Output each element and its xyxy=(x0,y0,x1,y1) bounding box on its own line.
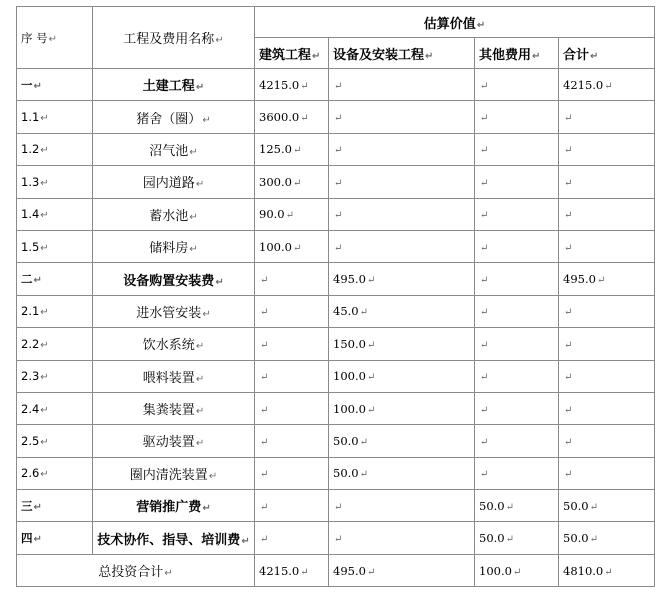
row-build: ↵ xyxy=(255,263,329,295)
row-equip: ↵ xyxy=(329,522,475,554)
row-name: 圈内清洗装置↵ xyxy=(93,457,255,489)
row-build: 3600.0↵ xyxy=(255,101,329,133)
table-row xyxy=(17,101,655,133)
row-other: ↵ xyxy=(475,230,559,262)
table-row xyxy=(17,263,655,295)
summary-row xyxy=(17,554,655,586)
table-row xyxy=(17,230,655,262)
header-estimate: 估算价值↵ xyxy=(255,7,655,38)
row-total: ↵ xyxy=(559,230,655,262)
table-row xyxy=(17,295,655,327)
table-row xyxy=(17,392,655,424)
row-build: ↵ xyxy=(255,295,329,327)
row-other: ↵ xyxy=(475,166,559,198)
table-row xyxy=(17,198,655,230)
row-other: ↵ xyxy=(475,69,559,101)
summary-label: 总投资合计↵ xyxy=(17,554,255,586)
row-seq: 二↵ xyxy=(17,263,93,295)
row-seq: 1.3↵ xyxy=(17,166,93,198)
row-name: 沼气池↵ xyxy=(93,133,255,165)
row-equip: ↵ xyxy=(329,101,475,133)
row-name: 营销推广费↵ xyxy=(93,490,255,522)
summary-equip: 495.0↵ xyxy=(329,554,475,586)
investment-estimate-table xyxy=(16,6,655,587)
summary-build: 4215.0↵ xyxy=(255,554,329,586)
row-seq: 1.4↵ xyxy=(17,198,93,230)
row-total: ↵ xyxy=(559,101,655,133)
row-other: ↵ xyxy=(475,263,559,295)
row-total: ↵ xyxy=(559,166,655,198)
row-build: ↵ xyxy=(255,457,329,489)
row-name: 设备购置安装费↵ xyxy=(93,263,255,295)
header-seq: 序 号↵ xyxy=(17,7,93,69)
row-other: ↵ xyxy=(475,101,559,133)
row-build: 125.0↵ xyxy=(255,133,329,165)
row-other: ↵ xyxy=(475,295,559,327)
row-build: ↵ xyxy=(255,522,329,554)
row-name: 园内道路↵ xyxy=(93,166,255,198)
summary-other: 100.0↵ xyxy=(475,554,559,586)
row-other: ↵ xyxy=(475,457,559,489)
row-total: 50.0↵ xyxy=(559,490,655,522)
row-name: 进水管安装↵ xyxy=(93,295,255,327)
row-equip: 495.0↵ xyxy=(329,263,475,295)
row-total: ↵ xyxy=(559,360,655,392)
row-build: ↵ xyxy=(255,328,329,360)
row-name: 土建工程↵ xyxy=(93,69,255,101)
table-row xyxy=(17,522,655,554)
row-other: ↵ xyxy=(475,328,559,360)
row-seq: 2.1↵ xyxy=(17,295,93,327)
row-equip: 45.0↵ xyxy=(329,295,475,327)
row-build: ↵ xyxy=(255,490,329,522)
row-seq: 三↵ xyxy=(17,490,93,522)
header-col-build: 建筑工程↵ xyxy=(255,38,329,69)
row-total: 50.0↵ xyxy=(559,522,655,554)
header-col-other: 其他费用↵ xyxy=(475,38,559,69)
summary-total: 4810.0↵ xyxy=(559,554,655,586)
row-total: ↵ xyxy=(559,392,655,424)
row-other: ↵ xyxy=(475,198,559,230)
row-other: ↵ xyxy=(475,425,559,457)
header-col-equip: 设备及安装工程↵ xyxy=(329,38,475,69)
table-row xyxy=(17,457,655,489)
row-name: 驱动装置↵ xyxy=(93,425,255,457)
row-equip: 100.0↵ xyxy=(329,392,475,424)
header-col-total: 合计↵ xyxy=(559,38,655,69)
row-total: 4215.0↵ xyxy=(559,69,655,101)
row-build: ↵ xyxy=(255,392,329,424)
row-total: ↵ xyxy=(559,133,655,165)
row-other: ↵ xyxy=(475,392,559,424)
table-row xyxy=(17,490,655,522)
row-seq: 1.5↵ xyxy=(17,230,93,262)
row-total: ↵ xyxy=(559,425,655,457)
row-total: ↵ xyxy=(559,295,655,327)
row-name: 技术协作、指导、培训费↵ xyxy=(93,522,255,554)
row-name: 饮水系统↵ xyxy=(93,328,255,360)
row-seq: 2.2↵ xyxy=(17,328,93,360)
row-build: 4215.0↵ xyxy=(255,69,329,101)
row-other: ↵ xyxy=(475,133,559,165)
header-name: 工程及费用名称↵ xyxy=(93,7,255,69)
row-build: 300.0↵ xyxy=(255,166,329,198)
row-name: 喂料装置↵ xyxy=(93,360,255,392)
row-equip: 50.0↵ xyxy=(329,457,475,489)
row-seq: 2.3↵ xyxy=(17,360,93,392)
row-equip: 50.0↵ xyxy=(329,425,475,457)
row-build: 90.0↵ xyxy=(255,198,329,230)
row-total: ↵ xyxy=(559,198,655,230)
row-equip: ↵ xyxy=(329,133,475,165)
row-equip: ↵ xyxy=(329,490,475,522)
table-row xyxy=(17,69,655,101)
row-equip: ↵ xyxy=(329,69,475,101)
row-name: 集粪装置↵ xyxy=(93,392,255,424)
table-row xyxy=(17,360,655,392)
row-seq: 2.5↵ xyxy=(17,425,93,457)
table-row xyxy=(17,166,655,198)
row-name: 猪舍（圈）↵ xyxy=(93,101,255,133)
row-seq: 一↵ xyxy=(17,69,93,101)
row-equip: 150.0↵ xyxy=(329,328,475,360)
table-row xyxy=(17,133,655,165)
row-total: 495.0↵ xyxy=(559,263,655,295)
row-equip: 100.0↵ xyxy=(329,360,475,392)
row-other: 50.0↵ xyxy=(475,522,559,554)
table-row xyxy=(17,328,655,360)
row-build: 100.0↵ xyxy=(255,230,329,262)
row-total: ↵ xyxy=(559,457,655,489)
row-build: ↵ xyxy=(255,425,329,457)
row-seq: 2.6↵ xyxy=(17,457,93,489)
row-name: 储料房↵ xyxy=(93,230,255,262)
row-build: ↵ xyxy=(255,360,329,392)
row-equip: ↵ xyxy=(329,198,475,230)
row-equip: ↵ xyxy=(329,230,475,262)
row-seq: 2.4↵ xyxy=(17,392,93,424)
row-equip: ↵ xyxy=(329,166,475,198)
row-name: 蓄水池↵ xyxy=(93,198,255,230)
table-row xyxy=(17,425,655,457)
row-other: ↵ xyxy=(475,360,559,392)
row-other: 50.0↵ xyxy=(475,490,559,522)
header-row-1 xyxy=(17,7,655,38)
row-seq: 1.2↵ xyxy=(17,133,93,165)
row-total: ↵ xyxy=(559,328,655,360)
row-seq: 1.1↵ xyxy=(17,101,93,133)
row-seq: 四↵ xyxy=(17,522,93,554)
